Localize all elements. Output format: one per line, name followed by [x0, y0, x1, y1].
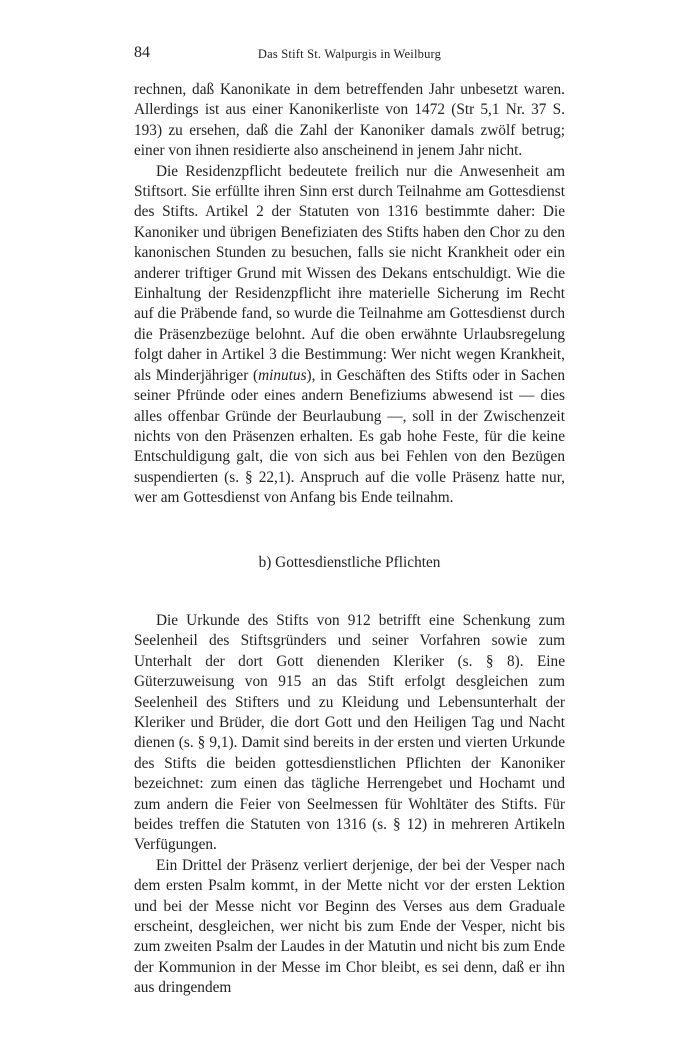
running-title: Das Stift St. Walpurgis in Weilburg [257, 47, 442, 61]
page-number: 84 [134, 44, 150, 61]
paragraph-2-text-a: Die Residenzpflicht bedeutete freilich nur die Anwesenheit am Stiftsort. Sie erfüllte ihren Sinn erst durch Teilnahme am Gottesdienst des Stifts. Artikel 2 der Statuten von 1316 bestimmte daher: Die Kanoniker und übrigen Benefiziaten des Stifts haben den Chor zu den kanonischen Stunden zu besuchen, falls sie nicht Krankheit oder ein anderer triftiger Grund mit Wissen des Dekans entschuldigt. Wie die Einhaltung der Residenzpflicht ihre materielle Sicherung im Recht auf die Präbende fand, so wurde die Teilnahme am Gottesdienst durch die Präsenzbezüge belohnt. Auf die oben erwähnte Urlaubsregelung folgt daher in Artikel 3 die Bestimmung: Wer nicht wegen Krankheit, als Minderjähriger ( [134, 162, 565, 384]
paragraph-2-italic-term: minutus [258, 366, 307, 384]
paragraph-2-text-b: ), in Geschäften des Stifts oder in Sachen seiner Pfründe oder eines andern Benefiziums abwesend ist — dies alles offenbar Gründe der Beurlaubung —, soll in der Zwischenzeit nichts von den Präsenzen erhalten. Es gab hohe Feste, für die keine Entschuldigung galt, die von sich aus bei Fehlen von den Bezügen suspendierten (s. § 22,1). Anspruch auf die volle Präsenz hatte nur, wer am Gottesdienst von Anfang bis Ende teilnahm. [134, 366, 565, 507]
running-header [134, 44, 565, 66]
paragraph-2 [134, 162, 565, 509]
paragraph-1: rechnen, daß Kanonikate in dem betreffenden Jahr unbesetzt waren. Allerdings ist aus einer Kanonikerliste von 1472 (Str 5,1 Nr. 37 S. 193) zu ersehen, daß die Zahl der Kanoniker damals zwölf betrug; einer von ihnen residierte also anscheinend in jenem Jahr nicht. [134, 81, 565, 160]
paragraph-4: Ein Drittel der Präsenz verliert derjenige, der bei der Vesper nach dem ersten Psalm kommt, in der Mette nicht vor der ersten Lektion und bei der Messe nicht vor Beginn des Verses aus dem Graduale erscheint, desgleichen, wer nicht bis zum Ende der Vesper, nicht bis zum zweiten Psalm der Laudes in der Matutin und nicht bis zum Ende der Kommunion in der Messe im Chor bleibt, es sei denn, daß er ihn aus dringendem [134, 856, 565, 997]
book-page [134, 44, 565, 999]
section-heading: b) Gottesdienstliche Pflichten [258, 553, 441, 571]
paragraph-3: Die Urkunde des Stifts von 912 betrifft eine Schenkung zum Seelenheil des Stiftsgründers und seiner Vorfahren sowie zum Unterhalt der dort Gott dienenden Kleriker (s. § 8). Eine Güterzuweisung von 915 an das Stift erfolgt desgleichen zum Seelenheil des Stifters und zu Kleidung und Lebensunterhalt der Kleriker und Brüder, die dort Gott und den Heiligen Tag und Nacht dienen (s. § 9,1). Damit sind bereits in der ersten und vierten Urkunde des Stifts die beiden gottesdienstlichen Pflichten der Kanoniker bezeichnet: zum einen das tägliche Herrengebet und Hochamt und zum andern die Feier von Seelmessen für Wohltäter des Stifts. Für beides treffen die Statuten von 1316 (s. § 12) in mehreren Artikeln Verfügungen. [134, 611, 565, 854]
